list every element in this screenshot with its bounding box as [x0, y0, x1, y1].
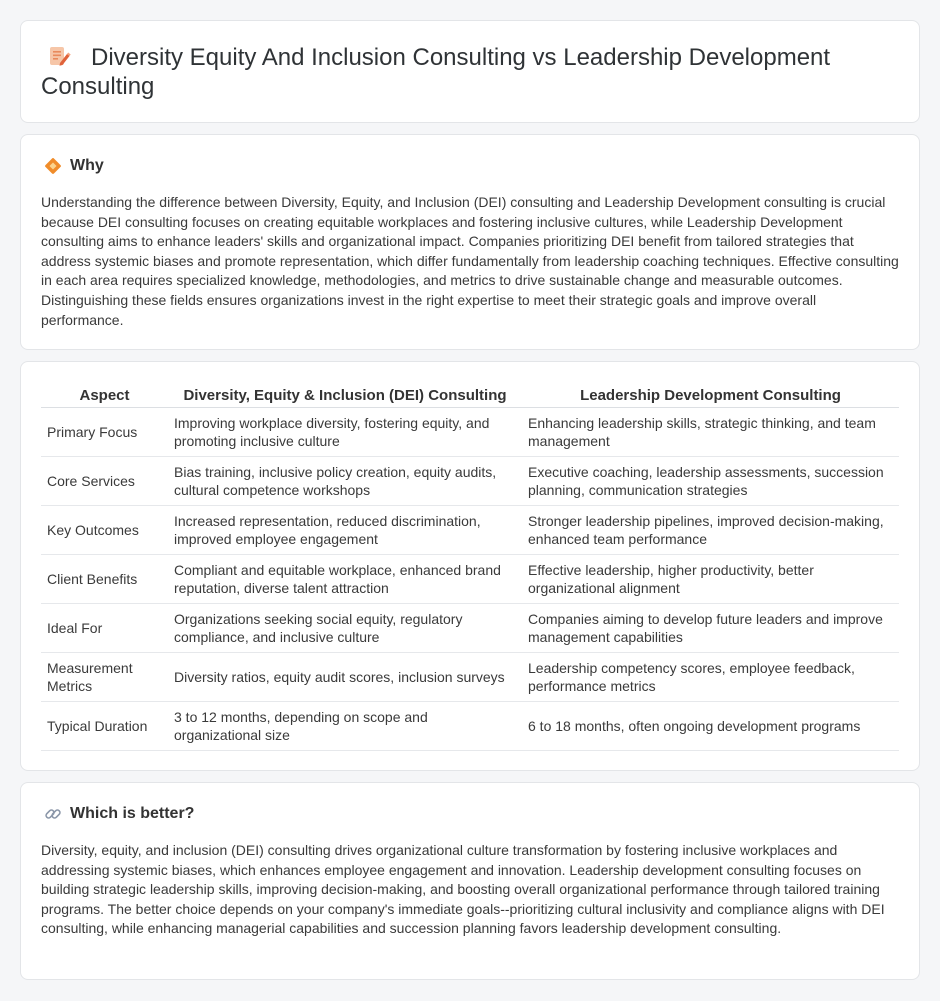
diamond-sign-icon	[44, 157, 62, 175]
header-aspect: Aspect	[41, 382, 168, 407]
row-leadership: Stronger leadership pipelines, improved decision-making, enhanced team performance	[522, 505, 899, 554]
header-leadership: Leadership Development Consulting	[522, 382, 899, 407]
table-row	[41, 456, 899, 505]
row-aspect: Typical Duration	[41, 701, 168, 750]
table-row	[41, 407, 899, 456]
table-header-row	[41, 382, 899, 407]
row-aspect: Key Outcomes	[41, 505, 168, 554]
table-row	[41, 603, 899, 652]
title-card	[20, 20, 920, 123]
row-dei: Organizations seeking social equity, regulatory compliance, and inclusive culture	[168, 603, 522, 652]
which-better-text: Diversity, equity, and inclusion (DEI) consulting drives organizational culture transformation by fostering inclusive workplaces and addressing systemic biases, which enhances employee engagement and innovation. Leadership development consulting focuses on building strategic leadership skills, improving decision-making, and boosting overall organizational performance through tailored training programs. The better choice depends on your company's immediate goals--prioritizing cultural inclusivity and compliance aligns with DEI consulting, while enhancing managerial capabilities and succession planning favors leadership development consulting.	[41, 842, 885, 937]
table-row	[41, 652, 899, 701]
page-title	[41, 43, 899, 101]
row-leadership: Enhancing leadership skills, strategic thinking, and team management	[522, 407, 899, 456]
row-leadership: 6 to 18 months, often ongoing development programs	[522, 701, 899, 750]
row-leadership: Executive coaching, leadership assessments, succession planning, communication strategies	[522, 456, 899, 505]
link-icon	[44, 805, 62, 823]
row-leadership: Companies aiming to develop future leaders and improve management capabilities	[522, 603, 899, 652]
row-aspect: Ideal For	[41, 603, 168, 652]
table-row	[41, 701, 899, 750]
row-dei: Increased representation, reduced discrimination, improved employee engagement	[168, 505, 522, 554]
row-dei: Improving workplace diversity, fostering equity, and promoting inclusive culture	[168, 407, 522, 456]
row-aspect: Measurement Metrics	[41, 652, 168, 701]
which-better-heading-text: Which is better?	[70, 805, 195, 822]
table-row	[41, 505, 899, 554]
row-aspect: Primary Focus	[41, 407, 168, 456]
why-card	[20, 134, 920, 350]
row-aspect: Core Services	[41, 456, 168, 505]
row-dei: Compliant and equitable workplace, enhanced brand reputation, diverse talent attraction	[168, 554, 522, 603]
comparison-table	[41, 382, 899, 751]
header-dei: Diversity, Equity & Inclusion (DEI) Consulting	[168, 382, 522, 407]
row-aspect: Client Benefits	[41, 554, 168, 603]
row-leadership: Effective leadership, higher productivity, better organizational alignment	[522, 554, 899, 603]
row-dei: 3 to 12 months, depending on scope and organizational size	[168, 701, 522, 750]
why-heading-text: Why	[70, 157, 104, 174]
comparison-card	[20, 361, 920, 771]
row-leadership: Leadership competency scores, employee feedback, performance metrics	[522, 652, 899, 701]
table-row	[41, 554, 899, 603]
row-dei: Bias training, inclusive policy creation, equity audits, cultural competence workshops	[168, 456, 522, 505]
row-dei: Diversity ratios, equity audit scores, inclusion surveys	[168, 652, 522, 701]
why-heading	[41, 155, 899, 177]
why-text: Understanding the difference between Diversity, Equity, and Inclusion (DEI) consulting and Leadership Development consulting is crucial because DEI consulting focuses on creating equitable workplaces and fostering inclusive cultures, while Leadership Development consulting aims to enhance leaders' skills and organizational impact. Companies prioritizing DEI benefit from tailored strategies that address systemic biases and promote representation, which differ fundamentally from leadership coaching techniques. Effective consulting in each area requires specialized knowledge, methodologies, and metrics to drive sustainable change and measurable outcomes. Distinguishing these fields ensures organizations invest in the right expertise to meet their strategic goals and improve overall performance.	[41, 194, 899, 328]
which-better-heading	[41, 803, 899, 825]
page-title-text: Diversity Equity And Inclusion Consulting vs Leadership Development Consulting	[41, 44, 831, 100]
which-better-card	[20, 782, 920, 980]
document-edit-icon	[47, 44, 71, 68]
